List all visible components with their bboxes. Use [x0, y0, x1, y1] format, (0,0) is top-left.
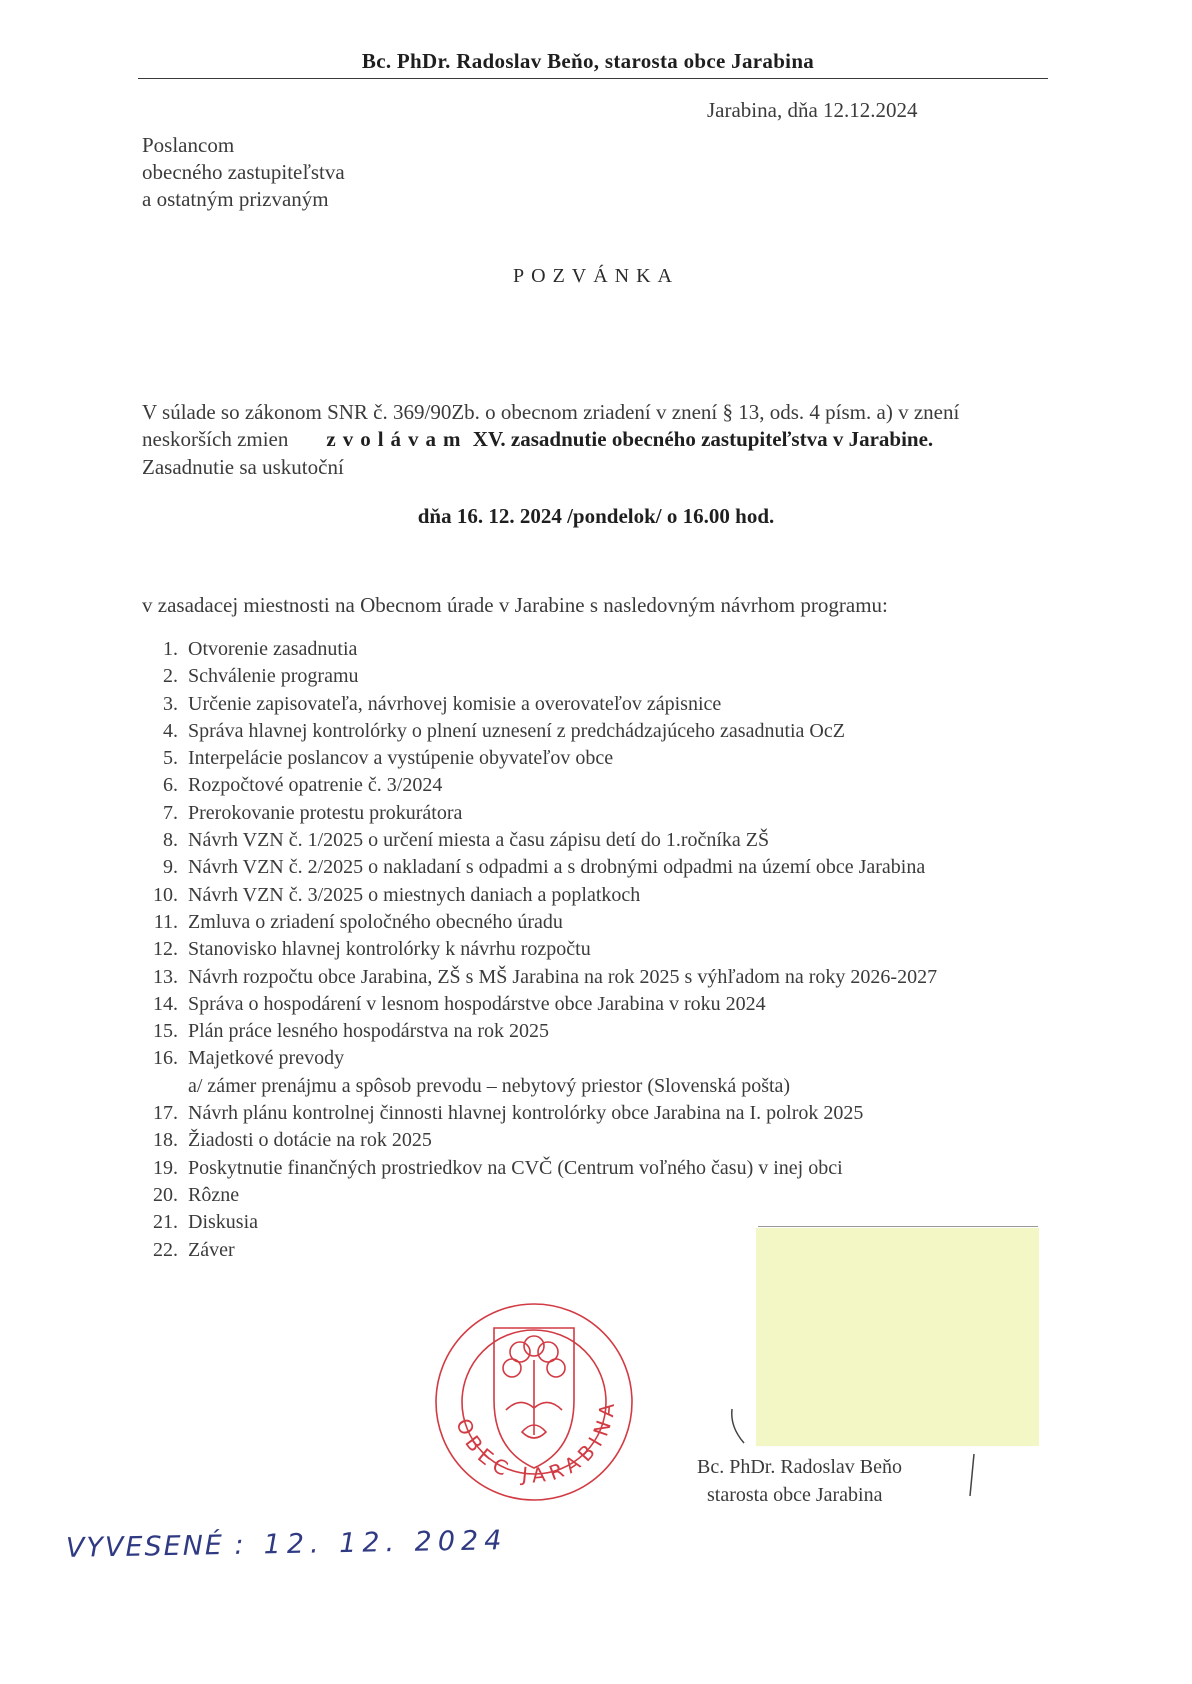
agenda-item-number: 3. — [163, 692, 178, 715]
agenda-item — [130, 800, 1030, 827]
municipal-seal — [432, 1300, 637, 1505]
agenda-item-text: Návrh VZN č. 2/2025 o nakladaní s odpadmi a s drobnými odpadmi na území obce Jarabina — [188, 856, 926, 879]
agenda-item-text: Návrh VZN č. 1/2025 o určení miesta a času zápisu detí do 1.ročníka ZŠ — [188, 829, 770, 852]
pen-mark — [966, 1452, 978, 1498]
agenda-item — [130, 909, 1030, 936]
agenda-item-text: Plán práce lesného hospodárstva na rok 2025 — [188, 1020, 550, 1043]
agenda-item-number: 14. — [153, 992, 178, 1015]
agenda-item-text: Návrh plánu kontrolnej činnosti hlavnej kontrolórky obce Jarabina na I. polrok 2025 — [188, 1102, 864, 1125]
agenda-sub-item: a/ zámer prenájmu a spôsob prevodu – nebytový priestor (Slovenská pošta) — [188, 1074, 791, 1097]
agenda-item-text: Schválenie programu — [188, 665, 359, 688]
agenda-item-number: 15. — [153, 1020, 178, 1043]
svg-text:OBEC JARABINA — [451, 1397, 619, 1488]
agenda-item-text: Správa o hospodárení v lesnom hospodárstve obce Jarabina v roku 2024 — [188, 992, 766, 1015]
agenda-item-number: 21. — [153, 1211, 178, 1234]
agenda-item — [130, 745, 1030, 772]
agenda-item — [130, 1100, 1030, 1127]
agenda-item — [130, 663, 1030, 690]
intro-line-convocation — [142, 427, 933, 452]
document-title: POZVÁNKA — [513, 265, 679, 287]
program-intro: v zasadacej miestnosti na Obecnom úrade v Jarabine s nasledovným návrhom programu: — [142, 593, 888, 617]
agenda-item-text: Správa hlavnej kontrolórky o plnení uznesení z predchádzajúceho zasadnutia OcZ — [188, 719, 845, 742]
intro-line: V súlade so zákonom SNR č. 369/90Zb. o obecnom zriadení v znení § 13, ods. 4 písm. a) v znení — [142, 400, 960, 424]
seal-text: OBEC JARABINA — [451, 1396, 620, 1488]
agenda-list — [130, 636, 1030, 1264]
agenda-item-text: Návrh VZN č. 3/2025 o miestnych daniach a poplatkoch — [188, 883, 641, 906]
posted-handwritten-note — [66, 1525, 508, 1564]
agenda-item-text: Diskusia — [188, 1211, 258, 1234]
pen-mark — [728, 1407, 748, 1447]
agenda-item-number: 9. — [163, 856, 178, 879]
agenda-item-number: 10. — [153, 883, 178, 906]
agenda-item-number: 4. — [163, 719, 178, 742]
agenda-item-number: 7. — [163, 801, 178, 824]
sticky-note — [756, 1228, 1039, 1446]
agenda-item-number: 5. — [163, 747, 178, 770]
agenda-item-text: Žiadosti o dotácie na rok 2025 — [188, 1129, 432, 1152]
agenda-item — [130, 718, 1030, 745]
sticky-note-edge — [758, 1226, 1038, 1227]
signer-name: Bc. PhDr. Radoslav Beňo — [697, 1456, 902, 1478]
agenda-item-text: Poskytnutie finančných prostriedkov na CVČ (Centrum voľného času) v inej obci — [188, 1156, 843, 1179]
posted-date: 12. 12. 2024 — [263, 1525, 508, 1561]
agenda-item-number: 19. — [153, 1156, 178, 1179]
session-title: XV. zasadnutie obecného zastupiteľstva v Jarabine. — [467, 427, 934, 451]
agenda-item-number: 22. — [153, 1238, 178, 1261]
agenda-item — [130, 1182, 1030, 1209]
agenda-item-number: 17. — [153, 1102, 178, 1125]
intro-line: Zasadnutie sa uskutoční — [142, 455, 344, 479]
agenda-item-number: 20. — [153, 1183, 178, 1206]
recipient-line: Poslancom — [142, 133, 235, 157]
recipient-line: a ostatným prizvaným — [142, 187, 329, 211]
agenda-item — [130, 772, 1030, 799]
agenda-item-text: Návrh rozpočtu obce Jarabina, ZŠ s MŠ Jarabina na rok 2025 s výhľadom na roky 2026-2027 — [188, 965, 938, 988]
agenda-item — [130, 1155, 1030, 1182]
agenda-item-number: 8. — [163, 829, 178, 852]
agenda-item — [130, 827, 1030, 854]
agenda-item — [130, 691, 1030, 718]
agenda-item-number: 18. — [153, 1129, 178, 1152]
agenda-item-text: Rozpočtové opatrenie č. 3/2024 — [188, 774, 443, 797]
intro-plain: neskorších zmien — [142, 427, 289, 451]
signer-role: starosta obce Jarabina — [707, 1484, 883, 1506]
agenda-item-text: Zmluva o zriadení spoločného obecného úradu — [188, 910, 563, 933]
agenda-item-number: 6. — [163, 774, 178, 797]
agenda-item — [130, 1045, 1030, 1072]
agenda-item — [130, 1018, 1030, 1045]
agenda-item-text: Záver — [188, 1238, 235, 1261]
convocation-word: zvolávam — [326, 427, 468, 451]
agenda-item-text: Prerokovanie protestu prokurátora — [188, 801, 463, 824]
agenda-item — [130, 636, 1030, 663]
place-date: Jarabina, dňa 12.12.2024 — [707, 98, 918, 122]
posted-label: VYVESENÉ : — [65, 1529, 246, 1564]
meeting-date: dňa 16. 12. 2024 /pondelok/ o 16.00 hod. — [417, 504, 775, 528]
agenda-item-number: 2. — [163, 665, 178, 688]
header-title: Bc. PhDr. Radoslav Beňo, starosta obce Jarabina — [361, 49, 815, 73]
agenda-item-number: 1. — [163, 638, 178, 660]
agenda-item-number: 11. — [153, 910, 178, 933]
agenda-item-number: 12. — [153, 938, 178, 961]
agenda-item — [130, 936, 1030, 963]
agenda-item — [130, 964, 1030, 991]
agenda-item-text: Majetkové prevody — [188, 1047, 345, 1070]
agenda-item — [130, 1127, 1030, 1154]
agenda-item-text: Interpelácie poslancov a vystúpenie obyvateľov obce — [188, 747, 614, 770]
agenda-item-number: 13. — [153, 965, 178, 988]
agenda-item-text: Stanovisko hlavnej kontrolórky k návrhu rozpočtu — [188, 938, 591, 961]
agenda-item-text: Rôzne — [188, 1183, 240, 1206]
recipient-block — [142, 132, 345, 213]
agenda-item-number: 16. — [153, 1047, 178, 1070]
header-rule — [138, 78, 1048, 79]
agenda-item — [130, 991, 1030, 1018]
agenda-item — [130, 854, 1030, 881]
agenda-item-text: Určenie zapisovateľa, návrhovej komisie a overovateľov zápisnice — [188, 692, 722, 715]
agenda-item-text: Otvorenie zasadnutia — [188, 638, 358, 660]
recipient-line: obecného zastupiteľstva — [142, 160, 345, 184]
agenda-item — [130, 882, 1030, 909]
